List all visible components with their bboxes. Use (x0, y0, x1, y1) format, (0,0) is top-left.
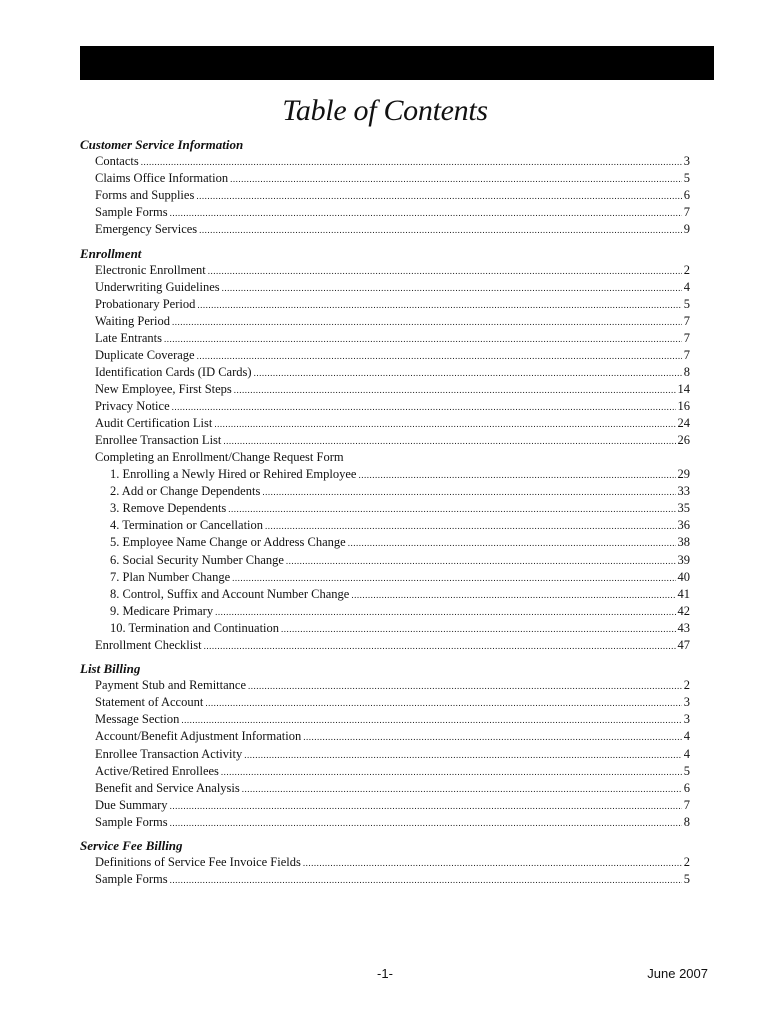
toc-dot-leader (208, 263, 682, 280)
toc-entry-page-number: 5 (683, 872, 690, 887)
toc-entry-page-number: 39 (677, 552, 690, 567)
toc-entry-label: 3. Remove Dependents (110, 501, 227, 516)
toc-entry-label: Active/Retired Enrollees (95, 763, 219, 778)
toc-entry-page-number: 4 (683, 279, 690, 294)
toc-entry-label: Account/Benefit Adjustment Information (95, 729, 302, 744)
table-of-contents (80, 136, 690, 888)
toc-entry[interactable] (80, 296, 690, 313)
toc-entry[interactable] (80, 432, 690, 449)
toc-entry[interactable] (80, 500, 690, 517)
toc-entry-page-number: 5 (683, 763, 690, 778)
toc-entry-page-number: 38 (677, 535, 690, 550)
toc-entry-page-number: 4 (683, 729, 690, 744)
toc-entry[interactable] (80, 381, 690, 398)
toc-section-title: Service Fee Billing (80, 838, 183, 854)
toc-entry-label: Electronic Enrollment (95, 262, 206, 277)
toc-dot-leader (199, 222, 682, 239)
toc-entry[interactable] (80, 449, 690, 466)
toc-entry-page-number: 7 (683, 205, 690, 220)
toc-entry-page-number: 33 (677, 484, 690, 499)
toc-entry-label: New Employee, First Steps (95, 382, 232, 397)
toc-entry-page-number: 24 (677, 416, 690, 431)
toc-entry-label: 10. Termination and Continuation (110, 620, 280, 635)
toc-dot-leader (248, 678, 682, 695)
toc-entry[interactable] (80, 221, 690, 238)
toc-entry-page-number: 47 (677, 637, 690, 652)
toc-entry-page-number: 5 (683, 171, 690, 186)
toc-entry-page-number: 7 (683, 313, 690, 328)
toc-entry-page-number: 8 (683, 365, 690, 380)
toc-entry[interactable] (80, 728, 690, 745)
toc-dot-leader (197, 297, 681, 314)
toc-entry[interactable] (80, 153, 690, 170)
toc-dot-leader (221, 764, 682, 781)
toc-entry-page-number: 2 (683, 855, 690, 870)
toc-entry[interactable] (80, 313, 690, 330)
toc-entry-label: Enrollee Transaction List (95, 433, 222, 448)
toc-dot-leader (286, 553, 676, 570)
toc-dot-leader (170, 872, 682, 889)
toc-entry[interactable] (80, 534, 690, 551)
toc-entry-page-number: 6 (683, 780, 690, 795)
toc-entry[interactable] (80, 517, 690, 534)
toc-entry-label: Due Summary (95, 797, 168, 812)
toc-entry-page-number: 42 (677, 603, 690, 618)
toc-entry-label: Enrollee Transaction Activity (95, 746, 243, 761)
toc-entry-label: Sample Forms (95, 814, 168, 829)
footer-page-number: -1- (377, 966, 393, 981)
toc-dot-leader (170, 798, 682, 815)
toc-entry[interactable] (80, 187, 690, 204)
toc-dot-leader (234, 382, 676, 399)
toc-entry-label: Contacts (95, 154, 139, 168)
toc-entry[interactable] (80, 763, 690, 780)
toc-entry-label: Completing an Enrollment/Change Request Form (95, 450, 344, 465)
toc-entry-label: 4. Termination or Cancellation (110, 518, 264, 533)
toc-dot-leader (262, 484, 675, 501)
toc-dot-leader (205, 695, 681, 712)
toc-entry[interactable] (80, 466, 690, 483)
toc-entry-label: 5. Employee Name Change or Address Change (110, 535, 346, 550)
toc-entry-label: 2. Add or Change Dependents (110, 484, 261, 499)
toc-entry[interactable] (80, 780, 690, 797)
toc-section-title: List Billing (80, 661, 141, 677)
toc-entry-page-number: 3 (683, 154, 690, 168)
toc-dot-leader (303, 855, 682, 872)
toc-entry-label: Enrollment Checklist (95, 637, 202, 652)
toc-entry-label: Message Section (95, 712, 180, 727)
toc-entry[interactable] (80, 871, 690, 888)
toc-entry-label: 1. Enrolling a Newly Hired or Rehired Employee (110, 467, 357, 482)
toc-entry-page-number: 2 (683, 678, 690, 693)
toc-dot-leader (303, 729, 682, 746)
toc-dot-leader (232, 570, 675, 587)
toc-entry-page-number: 3 (683, 695, 690, 710)
toc-entry-page-number: 26 (677, 433, 690, 448)
toc-dot-leader (351, 587, 675, 604)
toc-entry-label: Sample Forms (95, 872, 168, 887)
toc-dot-leader (172, 399, 676, 416)
toc-entry-page-number: 5 (683, 296, 690, 311)
toc-entry-label: Audit Certification List (95, 416, 213, 431)
toc-entry-label: 6. Social Security Number Change (110, 552, 284, 567)
toc-section-title: Enrollment (80, 245, 142, 261)
header-bar (80, 46, 714, 80)
toc-entry-page-number: 4 (683, 746, 690, 761)
toc-dot-leader (348, 535, 676, 552)
toc-dot-leader (141, 154, 682, 171)
toc-entry[interactable] (80, 279, 690, 296)
toc-entry[interactable] (80, 746, 690, 763)
toc-entry-page-number: 16 (677, 399, 690, 414)
toc-entry-page-number: 36 (677, 518, 690, 533)
toc-entry-label: Identification Cards (ID Cards) (95, 365, 252, 380)
toc-dot-leader (265, 518, 675, 535)
toc-dot-leader (164, 331, 682, 348)
toc-entry[interactable] (80, 569, 690, 586)
toc-dot-leader (204, 638, 676, 655)
toc-entry-label: Underwriting Guidelines (95, 279, 220, 294)
toc-entry-page-number: 7 (683, 330, 690, 345)
toc-dot-leader (242, 781, 682, 798)
toc-entry-label: 7. Plan Number Change (110, 569, 231, 584)
toc-dot-leader (244, 747, 682, 764)
toc-dot-leader (197, 348, 682, 365)
footer-date: June 2007 (647, 966, 708, 981)
toc-entry-page-number: 7 (683, 797, 690, 812)
toc-dot-leader (281, 621, 675, 638)
toc-entry[interactable] (80, 620, 690, 637)
toc-entry-label: Emergency Services (95, 222, 198, 237)
page-title: Table of Contents (282, 94, 488, 127)
toc-entry-label: Probationary Period (95, 296, 196, 311)
toc-dot-leader (223, 433, 675, 450)
toc-entry-label: Claims Office Information (95, 171, 229, 186)
toc-dot-leader (215, 604, 675, 621)
toc-entry[interactable] (80, 415, 690, 432)
toc-entry[interactable] (80, 398, 690, 415)
toc-entry[interactable] (80, 364, 690, 381)
toc-entry-label: Benefit and Service Analysis (95, 780, 240, 795)
toc-entry-page-number: 6 (683, 188, 690, 203)
toc-dot-leader (181, 712, 681, 729)
toc-entry[interactable] (80, 586, 690, 603)
toc-section (80, 136, 690, 238)
toc-entry[interactable] (80, 552, 690, 569)
toc-entry-page-number: 9 (683, 222, 690, 237)
toc-section (80, 660, 690, 830)
toc-entry-label: Definitions of Service Fee Invoice Fields (95, 855, 301, 870)
toc-entry-page-number: 7 (683, 347, 690, 362)
toc-dot-leader (196, 188, 681, 205)
toc-entry[interactable] (80, 694, 690, 711)
toc-dot-leader (254, 365, 682, 382)
toc-entry-label: Sample Forms (95, 205, 168, 220)
toc-entry-label: Waiting Period (95, 313, 171, 328)
toc-entry-label: 8. Control, Suffix and Account Number Change (110, 586, 350, 601)
toc-entry-label: Forms and Supplies (95, 188, 195, 203)
toc-section (80, 245, 690, 654)
toc-entry-page-number: 35 (677, 501, 690, 516)
toc-entry-page-number: 41 (677, 586, 690, 601)
toc-dot-leader (358, 467, 675, 484)
toc-entry-label: Payment Stub and Remittance (95, 678, 247, 693)
toc-entry-page-number: 29 (677, 467, 690, 482)
toc-entry[interactable] (80, 347, 690, 364)
toc-dot-leader (170, 815, 682, 832)
toc-entry-page-number: 8 (683, 814, 690, 829)
toc-entry[interactable] (80, 603, 690, 620)
toc-entry-label: 9. Medicare Primary (110, 603, 214, 618)
toc-entry-label: Statement of Account (95, 695, 204, 710)
toc-entry[interactable] (80, 262, 690, 279)
toc-section-title: Customer Service Information (80, 137, 244, 152)
toc-entry[interactable] (80, 711, 690, 728)
toc-entry[interactable] (80, 483, 690, 500)
toc-entry[interactable] (80, 814, 690, 831)
toc-entry[interactable] (80, 170, 690, 187)
toc-dot-leader (170, 205, 682, 222)
toc-entry[interactable] (80, 797, 690, 814)
toc-entry[interactable] (80, 677, 690, 694)
toc-dot-leader (228, 501, 675, 518)
toc-entry-page-number: 14 (677, 382, 690, 397)
toc-entry-label: Privacy Notice (95, 399, 170, 414)
toc-entry[interactable] (80, 330, 690, 347)
toc-dot-leader (214, 416, 675, 433)
toc-dot-leader (230, 171, 682, 188)
toc-entry[interactable] (80, 854, 690, 871)
toc-entry-page-number: 43 (677, 620, 690, 635)
toc-entry-page-number: 2 (683, 262, 690, 277)
toc-section (80, 837, 690, 888)
toc-entry-page-number: 3 (683, 712, 690, 727)
toc-entry[interactable] (80, 204, 690, 221)
toc-entry-page-number: 40 (677, 569, 690, 584)
toc-entry[interactable] (80, 637, 690, 654)
toc-entry-label: Late Entrants (95, 330, 162, 345)
toc-dot-leader (222, 280, 682, 297)
toc-entry-label: Duplicate Coverage (95, 347, 195, 362)
toc-dot-leader (172, 314, 682, 331)
